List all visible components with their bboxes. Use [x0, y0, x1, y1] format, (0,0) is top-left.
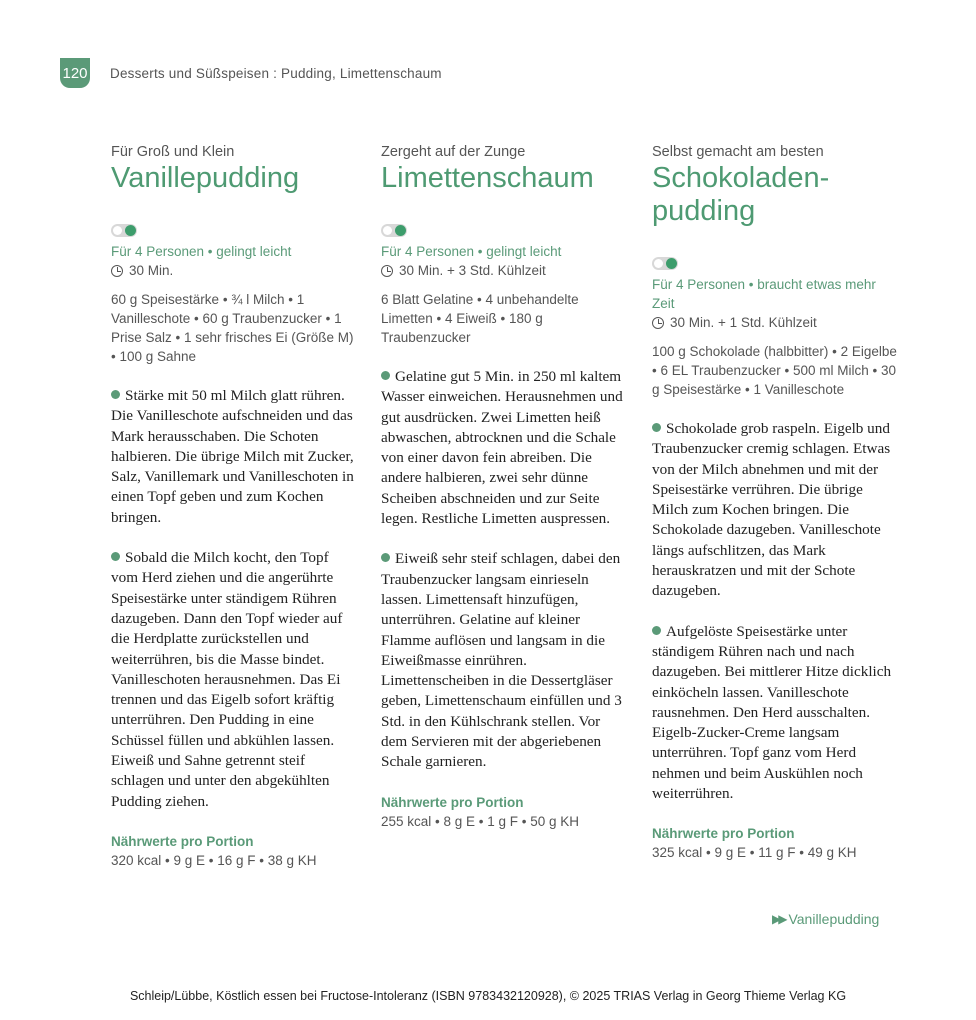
recipe-step: [381, 367, 626, 529]
crossref-link[interactable]: [772, 911, 879, 927]
recipe-kicker: Zergeht auf der Zunge: [381, 144, 526, 160]
bullet-icon: [111, 390, 120, 399]
bullet-icon: [652, 626, 661, 635]
nutrition-values: 325 kcal • 9 g E • 11 g F • 49 g KH: [652, 845, 857, 861]
recipe-title: [381, 162, 626, 195]
recipe-step-text: Gelatine gut 5 Min. in 250 ml kaltem Wasser einweichen. Herausnehmen und gut ausdrücken. Zwei Limetten heiß abwaschen, abtrocknen und die Schale von einer davon fein abreiben. Die andere halbieren, zwei sehr dünne Scheiben abschneiden und zur Seite legen. Restliche Limetten auspressen.: [381, 368, 623, 528]
recipe-step-text: Eiweiß sehr steif schlagen, dabei den Traubenzucker langsam einrieseln lassen. Limettensaft hinzufügen, unterrühren. Gelatine auf kleiner Flamme auflösen und langsam in die Eiweißmasse einrühren. Limettenscheiben in die Dessertgläser geben, Limettenschaum einfüllen und 3 Std. in den Kühlschrank stellen. Vor dem Servieren mit der abgeriebenen Schale garnieren.: [381, 550, 622, 771]
clock-icon: [652, 317, 664, 329]
bullet-icon: [652, 423, 661, 432]
nutrition-heading: Nährwerte pro Portion: [652, 826, 795, 842]
footer-copyright: Schleip/Lübbe, Köstlich essen bei Fructose-Intoleranz (ISBN 9783432120928), © 2025 TRIAS Verlag in Georg Thieme Verlag KG: [129, 989, 847, 1003]
page-number: 120: [60, 58, 90, 88]
recipe-step: [111, 386, 356, 528]
difficulty-toggle-icon: [381, 224, 407, 237]
bullet-icon: [381, 553, 390, 562]
crossref-label: Vanillepudding: [788, 911, 880, 927]
running-head: Desserts und Süßspeisen : Pudding, Limettenschaum: [110, 65, 442, 81]
recipe-title: [652, 162, 897, 228]
recipe-step-text: Aufgelöste Speisestärke unter ständigem Rühren nach und nach dazugeben. Bei mittlerer Hitze dicklich einköcheln lassen. Vanilleschote rausnehmen. Den Herd ausschalten. Eigelb-Zucker-Creme langsam unterrühren. Topf ganz vom Herd nehmen und beim Auskühlen noch weiterrühren.: [652, 622, 892, 803]
double-chevron-right-icon: ▶▶: [772, 912, 785, 926]
recipe-ingredients: 6 Blatt Gelatine • 4 unbehandelte Limetten • 4 Eiweiß • 180 g Traubenzucker: [381, 292, 579, 345]
recipe-ingredients: 60 g Speisestärke • ¾ l Milch • 1 Vanilleschote • 60 g Traubenzucker • 1 Prise Salz • 1 sehr frisches Ei (Größe M) • 100 g Sahne: [111, 292, 354, 364]
recipe-step: [111, 548, 356, 812]
nutrition-heading: Nährwerte pro Portion: [381, 794, 524, 810]
recipe-kicker: Für Groß und Klein: [111, 144, 235, 160]
recipe-time-text: 30 Min. + 1 Std. Kühlzeit: [670, 315, 817, 330]
recipe-meta: Für 4 Personen • gelingt leicht: [111, 244, 292, 259]
recipe-step: [652, 622, 897, 805]
difficulty-toggle-icon: [652, 257, 678, 270]
recipe-title-line: Vanillepudding: [111, 162, 300, 194]
nutrition-heading: Nährwerte pro Portion: [111, 833, 254, 849]
recipe-ingredients: 100 g Schokolade (halbbitter) • 2 Eigelbe • 6 EL Traubenzucker • 500 ml Milch • 30 g Speisestärke • 1 Vanilleschote: [652, 344, 897, 397]
difficulty-toggle-icon: [111, 224, 137, 237]
recipe-title-line: Schokoladen-: [652, 162, 830, 194]
nutrition-values: 255 kcal • 8 g E • 1 g F • 50 g KH: [381, 813, 580, 829]
bullet-icon: [111, 552, 120, 561]
recipe-step-text: Schokolade grob raspeln. Eigelb und Traubenzucker cremig schlagen. Etwas von der Milch abnehmen und mit der Speisestärke verrühren. Die übrige Milch zum Kochen bringen. Die Schokolade dazugeben. Vanilleschote längs aufschlitzen, das Mark herauskratzen und mit der Schote dazugeben.: [652, 420, 891, 600]
recipe-meta: Für 4 Personen • gelingt leicht: [381, 244, 562, 259]
recipe-title-line: Limettenschaum: [381, 162, 594, 194]
page-header: [60, 58, 442, 88]
recipe-column-schokoladenpudding: [652, 144, 897, 862]
clock-icon: [111, 265, 123, 277]
recipe-step: [652, 419, 897, 602]
recipe-title-line: pudding: [652, 195, 756, 227]
bullet-icon: [381, 371, 390, 380]
recipe-time: [111, 261, 356, 280]
recipe-title: [111, 162, 356, 195]
recipe-meta: Für 4 Personen • braucht etwas mehr Zeit: [652, 277, 876, 311]
recipe-step-text: Stärke mit 50 ml Milch glatt rühren. Die Vanilleschote aufschneiden und das Mark herausschaben. Die Schoten halbieren. Die übrige Milch mit Zucker, Salz, Vanillemark und Vanilleschoten in einen Topf geben und zum Kochen bringen.: [111, 387, 354, 526]
recipe-time-text: 30 Min. + 3 Std. Kühlzeit: [399, 263, 546, 278]
recipe-step: [381, 549, 626, 772]
recipe-time: [652, 313, 897, 332]
recipe-time: [381, 261, 626, 280]
recipe-column-limettenschaum: [381, 144, 626, 831]
recipe-time-text: 30 Min.: [129, 263, 174, 278]
recipe-kicker: Selbst gemacht am besten: [652, 144, 824, 160]
nutrition-values: 320 kcal • 9 g E • 16 g F • 38 g KH: [111, 852, 317, 868]
recipe-step-text: Sobald die Milch kocht, den Topf vom Herd ziehen und die angerührte Speisestärke unter ständigem Rühren dazugeben. Dann den Topf wieder auf die Herdplatte zurückstellen und weiterrühren, bis die Masse bindet. Vanilleschoten herausnehmen. Das Ei trennen und das Eigelb sofort kräftig unterrühren. Den Pudding in eine Schüssel füllen und abkühlen lassen. Eiweiß und Sahne getrennt steif schlagen und unter den abgekühlten Pudding ziehen.: [111, 549, 343, 810]
clock-icon: [381, 265, 393, 277]
recipe-column-vanillepudding: [111, 144, 356, 870]
